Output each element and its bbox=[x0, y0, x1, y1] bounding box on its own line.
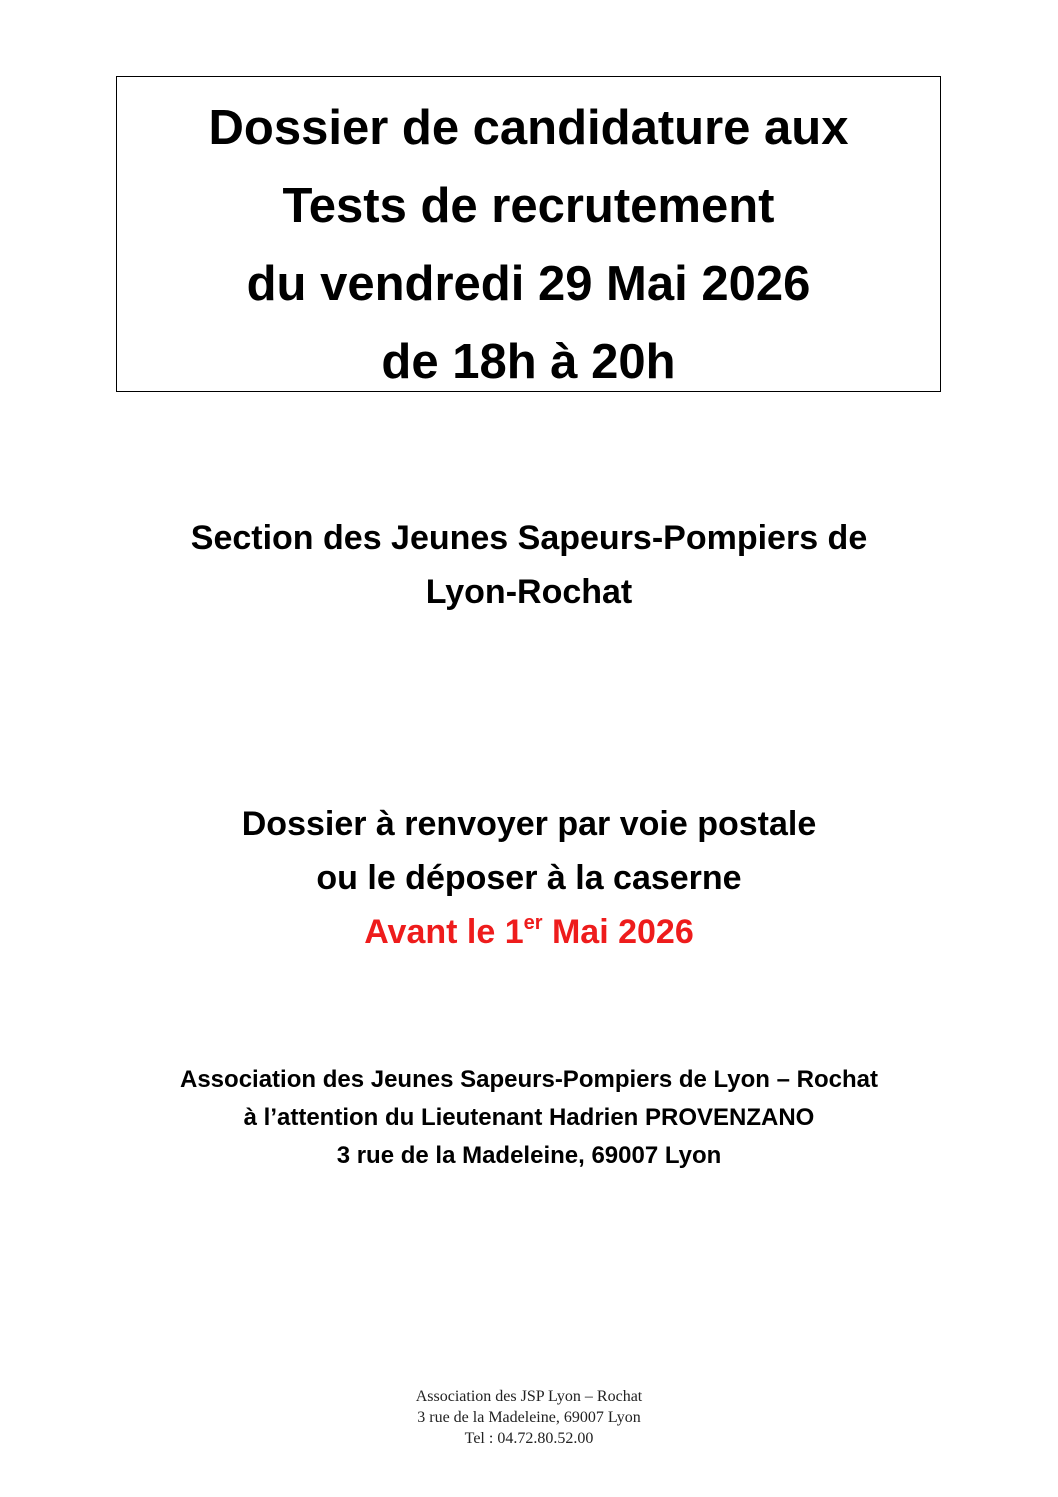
address-line-3: 3 rue de la Madeleine, 69007 Lyon bbox=[336, 1142, 722, 1169]
footer-line-1: Association des JSP Lyon – Rochat bbox=[415, 1388, 643, 1405]
deadline bbox=[0, 905, 1058, 959]
submission-instructions bbox=[0, 797, 1058, 959]
footer-phone: Tel : 04.72.80.52.00 bbox=[464, 1430, 594, 1447]
title-line-3: du vendredi 29 Mai 2026 bbox=[246, 257, 811, 311]
section-line-2: Lyon-Rochat bbox=[425, 573, 633, 611]
submission-line-1: Dossier à renvoyer par voie postale bbox=[241, 805, 817, 843]
deadline-superscript: er bbox=[523, 912, 543, 934]
mailing-address bbox=[0, 1061, 1058, 1175]
section-line-1: Section des Jeunes Sapeurs-Pompiers de bbox=[190, 519, 868, 557]
footer-line-2: 3 rue de la Madeleine, 69007 Lyon bbox=[417, 1409, 641, 1426]
deadline-prefix: Avant le 1 bbox=[364, 913, 524, 951]
title-line-2: Tests de recrutement bbox=[282, 179, 775, 233]
section-heading bbox=[0, 511, 1058, 619]
title-line-4: de 18h à 20h bbox=[381, 335, 676, 389]
address-line-2: à l’attention du Lieutenant Hadrien PROVENZANO bbox=[243, 1104, 815, 1131]
address-line-1: Association des Jeunes Sapeurs-Pompiers de Lyon – Rochat bbox=[180, 1066, 878, 1093]
submission-line-2: ou le déposer à la caserne bbox=[316, 859, 742, 897]
page-footer bbox=[0, 1386, 1058, 1449]
title-line-1: Dossier de candidature aux bbox=[208, 101, 849, 155]
title-box bbox=[116, 76, 941, 392]
deadline-suffix: Mai 2026 bbox=[542, 913, 694, 951]
